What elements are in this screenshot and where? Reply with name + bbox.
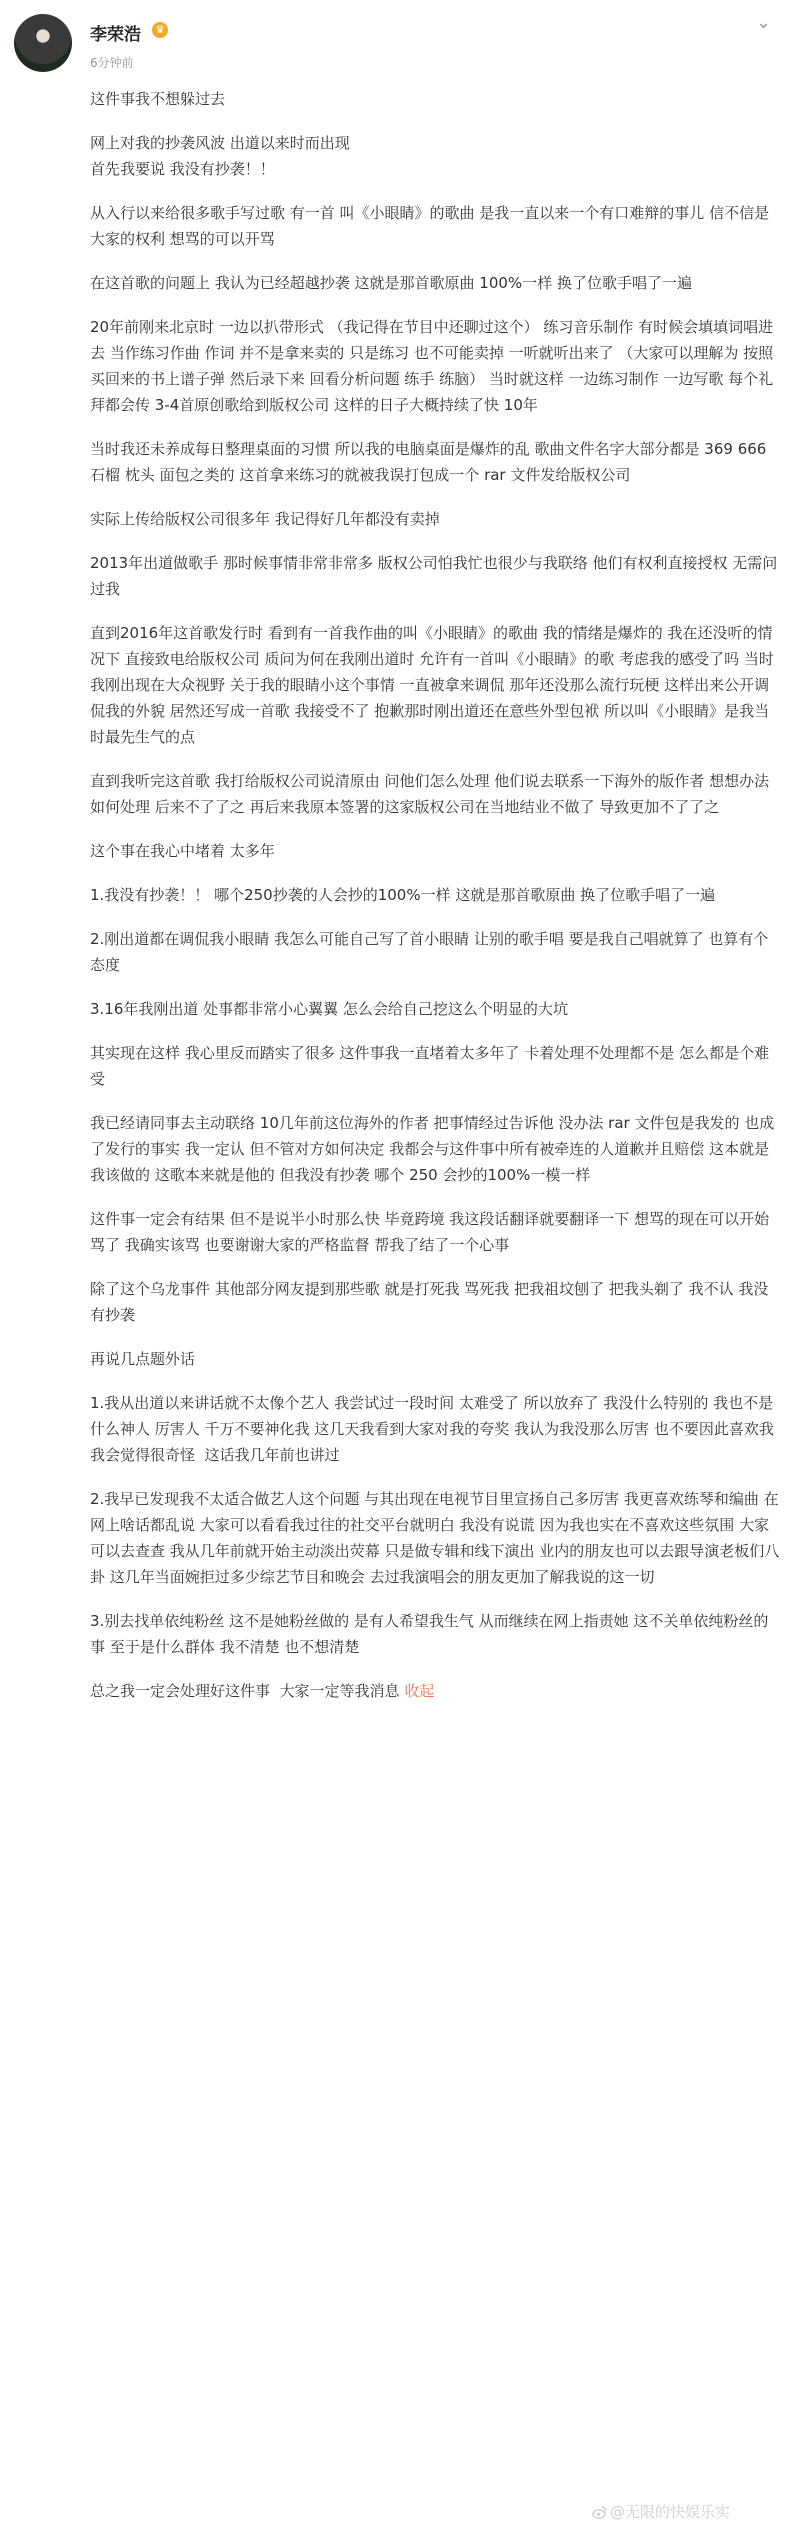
post-paragraph-text: 这件事我不想躲过去 xyxy=(90,90,226,108)
post-paragraph-text: 总之我一定会处理好这件事 大家一定等我消息 xyxy=(90,1682,405,1700)
verified-crown-icon: ♛ xyxy=(152,22,168,38)
post-paragraph-text: 直到2016年这首歌发行时 看到有一首我作曲的叫《小眼睛》的歌曲 我的情绪是爆炸的 我在还没听的情况下 直接致电给版权公司 质问为何在我刚出道时 允许有一首叫《小眼睛》的歌 考虑我的感受了吗 当时我刚出现在大众视野 关于我的眼睛小这个事情 一直被拿来调侃 那年还没那么流行玩梗 这样出来公开调侃我的外貌 居然还写成一首歌 我接受不了 抱歉那时刚出道还在意些外型包袱 所以叫《小眼睛》是我当时最先生气的点 xyxy=(90,624,774,746)
post-paragraph xyxy=(90,130,780,182)
avatar[interactable] xyxy=(14,14,72,72)
post-paragraph-text: 除了这个乌龙事件 其他部分网友提到那些歌 就是打死我 骂死我 把我祖坟刨了 把我头剃了 我不认 我没有抄袭 xyxy=(90,1280,769,1324)
post-paragraph-text: 直到我听完这首歌 我打给版权公司说清原由 问他们怎么处理 他们说去联系一下海外的版作者 想想办法 如何处理 后来不了了之 再后来我原本签署的这家版权公司在当地结业不做了 导致更加不了了之 xyxy=(90,772,774,816)
post-paragraph xyxy=(90,550,780,602)
post-paragraph xyxy=(90,926,780,978)
post-header xyxy=(0,0,800,80)
post-paragraph xyxy=(90,1206,780,1258)
post-paragraph-text: 这件事一定会有结果 但不是说半小时那么快 毕竟跨境 我这段话翻译就要翻译一下 想骂的现在可以开始骂了 我确实该骂 也要谢谢大家的严格监督 帮我了结了一个心事 xyxy=(90,1210,770,1254)
post-paragraph-text: 3.16年我刚出道 处事都非常小心翼翼 怎么会给自己挖这么个明显的大坑 xyxy=(90,1000,568,1018)
post-paragraph xyxy=(90,270,780,296)
post-paragraph xyxy=(90,1040,780,1092)
post-paragraph xyxy=(90,1110,780,1188)
post-paragraph-text: 1.我从出道以来讲话就不太像个艺人 我尝试过一段时间 太难受了 所以放弃了 我没什么特别的 我也不是什么神人 厉害人 千万不要神化我 这几天我看到大家对我的夸奖 我认为我没那么厉害 也不要因此喜欢我 我会觉得很奇怪 这话我几年前也讲过 xyxy=(90,1394,779,1464)
post-paragraph xyxy=(90,1276,780,1328)
post-paragraph-text: 当时我还未养成每日整理桌面的习惯 所以我的电脑桌面是爆炸的乱 歌曲文件名字大部分都是 369 666 石榴 枕头 面包之类的 这首拿来练习的就被我误打包成一个 rar 文件发给版权公司 xyxy=(90,440,772,484)
post-paragraph xyxy=(90,768,780,820)
collapse-link[interactable]: 收起 xyxy=(404,1682,435,1700)
post-paragraph-text: 2013年出道做歌手 那时候事情非常非常多 版权公司怕我忙也很少与我联络 他们有权利直接授权 无需问过我 xyxy=(90,554,778,598)
post-paragraph-text: 在这首歌的问题上 我认为已经超越抄袭 这就是那首歌原曲 100%一样 换了位歌手唱了一遍 xyxy=(90,274,692,292)
post-paragraph-text: 从入行以来给很多歌手写过歌 有一首 叫《小眼睛》的歌曲 是我一直以来一个有口难辩的事儿 信不信是大家的权利 想骂的可以开骂 xyxy=(90,204,770,248)
post-paragraph-text: 20年前刚来北京时 一边以扒带形式 （我记得在节目中还聊过这个） 练习音乐制作 有时候会填填词唱进去 当作练习作曲 作词 并不是拿来卖的 只是练习 也不可能卖掉 一听就听出来了 （大家可以理解为 按照买回来的书上谱子弹 然后录下来 回看分析问题 练手 练脑） 当时就这样 一边练习制作 一边写歌 每个礼拜都会传 3-4首原创歌给到版权公司 这样的日子大概持续了快 10年 xyxy=(90,318,774,414)
post-paragraph-text: 3.别去找单依纯粉丝 这不是她粉丝做的 是有人希望我生气 从而继续在网上指责她 这不关单依纯粉丝的事 至于是什么群体 我不清楚 也不想清楚 xyxy=(90,1612,769,1656)
weibo-logo-icon xyxy=(592,2504,608,2520)
watermark-text: @无限的快娱乐实 xyxy=(610,2503,731,2521)
post-paragraph-text: 网上对我的抄袭风波 出道以来时而出现 首先我要说 我没有抄袭！！ xyxy=(90,134,350,178)
post-paragraph xyxy=(90,996,780,1022)
post-paragraph xyxy=(90,1608,780,1660)
post-paragraph xyxy=(90,200,780,252)
post-paragraph-text: 1.我没有抄袭！！ 哪个250抄袭的人会抄的100%一样 这就是那首歌原曲 换了位歌手唱了一遍 xyxy=(90,886,716,904)
post-paragraph xyxy=(90,838,780,864)
post-paragraph xyxy=(90,1346,780,1372)
post-paragraph-text: 2.刚出道都在调侃我小眼睛 我怎么可能自己写了首小眼睛 让别的歌手唱 要是我自己唱就算了 也算有个态度 xyxy=(90,930,769,974)
watermark xyxy=(592,2501,730,2522)
post-paragraph xyxy=(90,1486,780,1590)
post-paragraph-text: 其实现在这样 我心里反而踏实了很多 这件事我一直堵着太多年了 卡着处理不处理都不是 怎么都是个难受 xyxy=(90,1044,770,1088)
post-paragraph-text: 再说几点题外话 xyxy=(90,1350,196,1368)
post-paragraph xyxy=(90,506,780,532)
post-paragraph xyxy=(90,86,780,112)
post-paragraph xyxy=(90,1678,780,1704)
post-paragraph-text: 实际上传给版权公司很多年 我记得好几年都没有卖掉 xyxy=(90,510,440,528)
post-paragraph xyxy=(90,436,780,488)
post-paragraph xyxy=(90,314,780,418)
chevron-down-icon[interactable]: ⌄ xyxy=(756,12,772,33)
username[interactable]: 李荣浩 xyxy=(90,25,141,45)
post-paragraph xyxy=(90,620,780,750)
post-body xyxy=(90,86,780,1722)
post-paragraph-text: 我已经请同事去主动联络 10几年前这位海外的作者 把事情经过告诉他 没办法 rar 文件包是我发的 也成了发行的事实 我一定认 但不管对方如何决定 我都会与这件事中所有被牵连的人道歉并且赔偿 这本就是我该做的 这歌本来就是他的 但我没有抄袭 哪个 250 会抄的100%一模一样 xyxy=(90,1114,775,1184)
post-paragraph xyxy=(90,1390,780,1468)
post-paragraph-text: 2.我早已发现我不太适合做艺人这个问题 与其出现在电视节目里宣扬自己多厉害 我更喜欢练琴和编曲 在网上啥话都乱说 大家可以看看我过往的社交平台就明白 我没有说谎 因为我也实在不喜欢这些氛围 大家可以去查查 我从几年前就开始主动淡出荧幕 只是做专辑和线下演出 业内的朋友也可以去跟导演老板们八卦 这几年当面婉拒过多少综艺节目和晚会 去过我演唱会的朋友更加了解我说的这一切 xyxy=(90,1490,780,1586)
post-paragraph xyxy=(90,882,780,908)
post-paragraph-text: 这个事在我心中堵着 太多年 xyxy=(90,842,275,860)
post-timestamp[interactable]: 6分钟前 xyxy=(90,56,134,70)
